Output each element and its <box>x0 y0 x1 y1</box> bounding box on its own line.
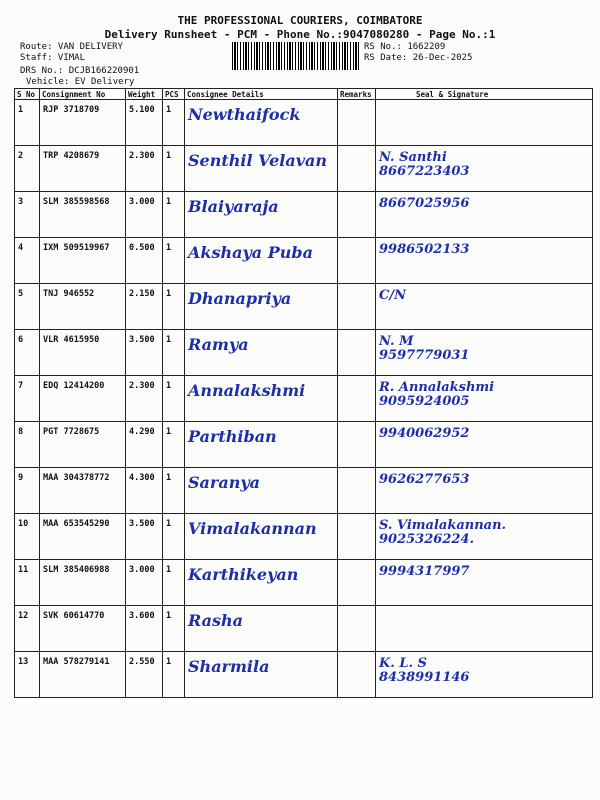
row-consignee: Dhanapriya <box>185 284 338 330</box>
table-row <box>15 514 593 560</box>
col-consignment: Consignment No <box>40 89 126 100</box>
table-body <box>15 100 593 698</box>
staff-text: Staff: VIMAL <box>20 53 86 63</box>
row-consignee: Annalakshmi <box>185 376 338 422</box>
row-consignment: TNJ 946552 <box>40 284 126 330</box>
col-weight: Weight <box>126 89 163 100</box>
table-row <box>15 330 593 376</box>
row-weight: 2.550 <box>126 652 163 698</box>
row-signature: K. L. S 8438991146 <box>376 652 593 698</box>
row-weight: 3.600 <box>126 606 163 652</box>
table-row <box>15 146 593 192</box>
row-consignment: MAA 578279141 <box>40 652 126 698</box>
row-signature: 9626277653 <box>376 468 593 514</box>
row-pcs: 1 <box>163 652 185 698</box>
table-row <box>15 422 593 468</box>
row-signature: 8667025956 <box>376 192 593 238</box>
row-signature <box>376 606 593 652</box>
row-remarks <box>338 146 376 192</box>
row-pcs: 1 <box>163 238 185 284</box>
row-pcs: 1 <box>163 376 185 422</box>
runsheet-table <box>14 88 593 698</box>
row-remarks <box>338 560 376 606</box>
row-sno: 9 <box>15 468 40 514</box>
table-row <box>15 652 593 698</box>
row-pcs: 1 <box>163 100 185 146</box>
row-sno: 6 <box>15 330 40 376</box>
row-consignee: Blaiyaraja <box>185 192 338 238</box>
row-consignment: SLM 385598568 <box>40 192 126 238</box>
company-title: THE PROFESSIONAL COURIERS, COIMBATORE <box>177 14 423 27</box>
row-consignee: Newthaifock <box>185 100 338 146</box>
row-weight: 2.150 <box>126 284 163 330</box>
row-consignment: VLR 4615950 <box>40 330 126 376</box>
table-row <box>15 284 593 330</box>
row-remarks <box>338 606 376 652</box>
row-signature: 9994317997 <box>376 560 593 606</box>
row-signature: N. Santhi 8667223403 <box>376 146 593 192</box>
row-weight: 2.300 <box>126 146 163 192</box>
row-signature: N. M 9597779031 <box>376 330 593 376</box>
row-pcs: 1 <box>163 284 185 330</box>
row-consignment: SVK 60614770 <box>40 606 126 652</box>
row-signature: 9940062952 <box>376 422 593 468</box>
row-signature: S. Vimalakannan. 9025326224. <box>376 514 593 560</box>
row-weight: 4.300 <box>126 468 163 514</box>
col-signature: Seal & Signature <box>376 89 593 100</box>
row-remarks <box>338 376 376 422</box>
row-consignee: Vimalakannan <box>185 514 338 560</box>
row-remarks <box>338 330 376 376</box>
rs-date: RS Date: 26-Dec-2025 <box>364 53 473 63</box>
row-weight: 4.290 <box>126 422 163 468</box>
row-pcs: 1 <box>163 192 185 238</box>
table-row <box>15 100 593 146</box>
row-signature: C/N <box>376 284 593 330</box>
row-pcs: 1 <box>163 514 185 560</box>
row-weight: 5.100 <box>126 100 163 146</box>
row-remarks <box>338 652 376 698</box>
drs-number: DRS No.: DCJB166220901 <box>20 66 140 76</box>
row-sno: 7 <box>15 376 40 422</box>
row-sno: 4 <box>15 238 40 284</box>
row-consignee: Parthiban <box>185 422 338 468</box>
table-row <box>15 376 593 422</box>
row-consignee: Senthil Velavan <box>185 146 338 192</box>
row-sno: 1 <box>15 100 40 146</box>
row-sno: 12 <box>15 606 40 652</box>
row-sno: 2 <box>15 146 40 192</box>
row-remarks <box>338 238 376 284</box>
row-pcs: 1 <box>163 422 185 468</box>
row-pcs: 1 <box>163 330 185 376</box>
row-signature <box>376 100 593 146</box>
row-signature: R. Annalakshmi 9095924005 <box>376 376 593 422</box>
row-consignment: TRP 4208679 <box>40 146 126 192</box>
row-consignee: Rasha <box>185 606 338 652</box>
rs-number: RS No.: 1662209 <box>364 42 446 52</box>
row-remarks <box>338 468 376 514</box>
col-pcs: PCS <box>163 89 185 100</box>
runsheet-subtitle: Delivery Runsheet - PCM - Phone No.:9047080280 - Page No.:1 <box>104 28 496 41</box>
row-remarks <box>338 514 376 560</box>
row-sno: 3 <box>15 192 40 238</box>
vehicle-text: Vehicle: EV Delivery <box>26 77 135 87</box>
col-sno: S No <box>15 89 40 100</box>
row-pcs: 1 <box>163 606 185 652</box>
row-sno: 8 <box>15 422 40 468</box>
barcode-image <box>232 42 360 70</box>
row-pcs: 1 <box>163 146 185 192</box>
table-row <box>15 192 593 238</box>
row-consignment: IXM 509519967 <box>40 238 126 284</box>
row-sno: 13 <box>15 652 40 698</box>
row-weight: 2.300 <box>126 376 163 422</box>
row-consignment: PGT 7728675 <box>40 422 126 468</box>
row-weight: 3.500 <box>126 514 163 560</box>
row-remarks <box>338 192 376 238</box>
row-weight: 3.000 <box>126 560 163 606</box>
row-signature: 9986502133 <box>376 238 593 284</box>
row-weight: 3.000 <box>126 192 163 238</box>
row-remarks <box>338 422 376 468</box>
table-row <box>15 560 593 606</box>
row-consignment: SLM 385406988 <box>40 560 126 606</box>
row-consignee: Karthikeyan <box>185 560 338 606</box>
row-remarks <box>338 100 376 146</box>
row-remarks <box>338 284 376 330</box>
row-sno: 11 <box>15 560 40 606</box>
row-consignee: Saranya <box>185 468 338 514</box>
row-sno: 5 <box>15 284 40 330</box>
row-consignee: Akshaya Puba <box>185 238 338 284</box>
row-consignee: Sharmila <box>185 652 338 698</box>
row-pcs: 1 <box>163 560 185 606</box>
row-weight: 3.500 <box>126 330 163 376</box>
table-header-row <box>15 89 593 100</box>
row-consignment: RJP 3718709 <box>40 100 126 146</box>
row-consignment: MAA 304378772 <box>40 468 126 514</box>
row-pcs: 1 <box>163 468 185 514</box>
row-consignment: MAA 653545290 <box>40 514 126 560</box>
route-text: Route: VAN DELIVERY <box>20 42 123 52</box>
row-consignment: EDQ 12414200 <box>40 376 126 422</box>
table-row <box>15 238 593 284</box>
col-remarks: Remarks <box>338 89 376 100</box>
table-row <box>15 468 593 514</box>
row-sno: 10 <box>15 514 40 560</box>
table-row <box>15 606 593 652</box>
row-consignee: Ramya <box>185 330 338 376</box>
col-consignee: Consignee Details <box>185 89 338 100</box>
row-weight: 0.500 <box>126 238 163 284</box>
